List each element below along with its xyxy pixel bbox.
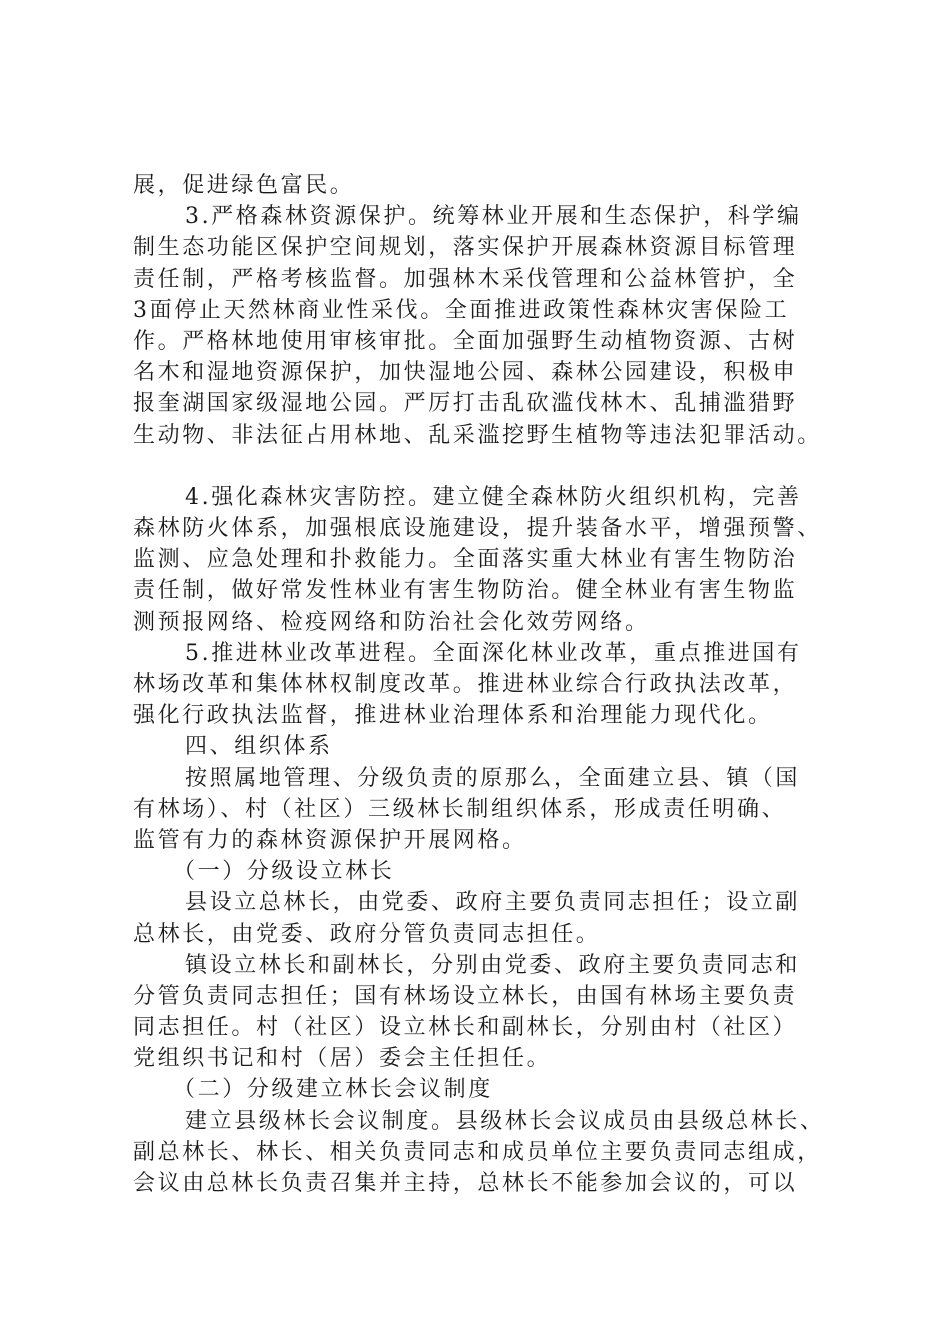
paragraph-line: 县设立总林长，由党委、政府主要负责同志担任；设立副 bbox=[185, 890, 801, 916]
paragraph-line: 报奎湖国家级湿地公园。严厉打击乱砍滥伐林木、乱捕滥猎野 bbox=[133, 391, 798, 417]
item-4-heading-line: 4.强化森林灾害防控。建立健全森林防火组织机构，完善 bbox=[185, 484, 802, 510]
paragraph-line: 制生态功能区保护空间规划，落实保护开展森林资源目标管理 bbox=[133, 235, 798, 261]
paragraph-line: 监管有力的森林资源保护开展网格。 bbox=[133, 827, 527, 853]
subsection-heading-1: （一）分级设立林长 bbox=[173, 859, 395, 885]
item-3-heading-line: 3.严格森林资源保护。统筹林业开展和生态保护，科学编 bbox=[185, 204, 802, 230]
paragraph-line: 建立县级林长会议制度。县级林长会议成员由县级总林长、 bbox=[185, 1108, 825, 1134]
document-page bbox=[133, 170, 833, 1199]
paragraph-line: 党组织书记和村（居）委会主任担任。 bbox=[133, 1046, 552, 1072]
paragraph-line: 分管负责同志担任；国有林场设立林长，由国有林场主要负责 bbox=[133, 983, 798, 1009]
paragraph-line: 副总林长、林长、相关负责同志和成员单位主要负责同志组成， bbox=[133, 1139, 822, 1165]
paragraph-line: 按照属地管理、分级负责的原那么，全面建立县、镇（国 bbox=[185, 765, 801, 791]
paragraph-line: 测预报网络、检疫网络和防治社会化效劳网络。 bbox=[133, 609, 650, 635]
paragraph-line: 展，促进绿色富民。 bbox=[133, 173, 355, 198]
section-heading-organization: 四、组织体系 bbox=[185, 734, 333, 760]
paragraph-line: 名木和湿地资源保护，加快湿地公园、森林公园建设，积极申 bbox=[133, 360, 798, 386]
paragraph-line: 同志担任。村（社区）设立林长和副林长，分别由村（社区） bbox=[133, 1015, 798, 1041]
paragraph-line: 责任制，做好常发性林业有害生物防治。健全林业有害生物监 bbox=[133, 578, 798, 604]
paragraph-spacer bbox=[133, 451, 833, 482]
paragraph-line: 森林防火体系，加强根底设施建设，提升装备水平，增强预警、 bbox=[133, 516, 822, 542]
paragraph-line: 林场改革和集体林权制度改革。推进林业综合行政执法改革， bbox=[133, 672, 798, 697]
paragraph-line: 总林长，由党委、政府分管负责同志担任。 bbox=[133, 921, 601, 947]
paragraph-line: 会议由总林长负责召集并主持，总林长不能参加会议的，可以 bbox=[133, 1171, 798, 1196]
subsection-heading-2: （二）分级建立林长会议制度 bbox=[173, 1077, 493, 1103]
item-5-heading-line: 5.推进林业改革进程。全面深化林业改革，重点推进国有 bbox=[185, 640, 802, 666]
paragraph-line: 镇设立林长和副林长，分别由党委、政府主要负责同志和 bbox=[185, 952, 801, 978]
paragraph-line: 责任制，严格考核监督。加强林木采伐管理和公益林管护，全 bbox=[133, 266, 798, 292]
paragraph-line: 强化行政执法监督，推进林业治理体系和治理能力现代化。 bbox=[133, 703, 773, 729]
paragraph-line: 有林场）、村（社区）三级林长制组织体系，形成责任明确、 bbox=[133, 796, 787, 822]
paragraph-line: 生动物、非法征占用林地、乱采滥挖野生植物等违法犯罪活动。 bbox=[133, 422, 822, 448]
paragraph-line: 3面停止天然林商业性采伐。全面推进政策性森林灾害保险工 bbox=[133, 297, 790, 323]
paragraph-line: 作。严格林地使用审核审批。全面加强野生动植物资源、古树 bbox=[133, 328, 798, 354]
paragraph-line: 监测、应急处理和扑救能力。全面落实重大林业有害生物防治 bbox=[133, 547, 798, 573]
